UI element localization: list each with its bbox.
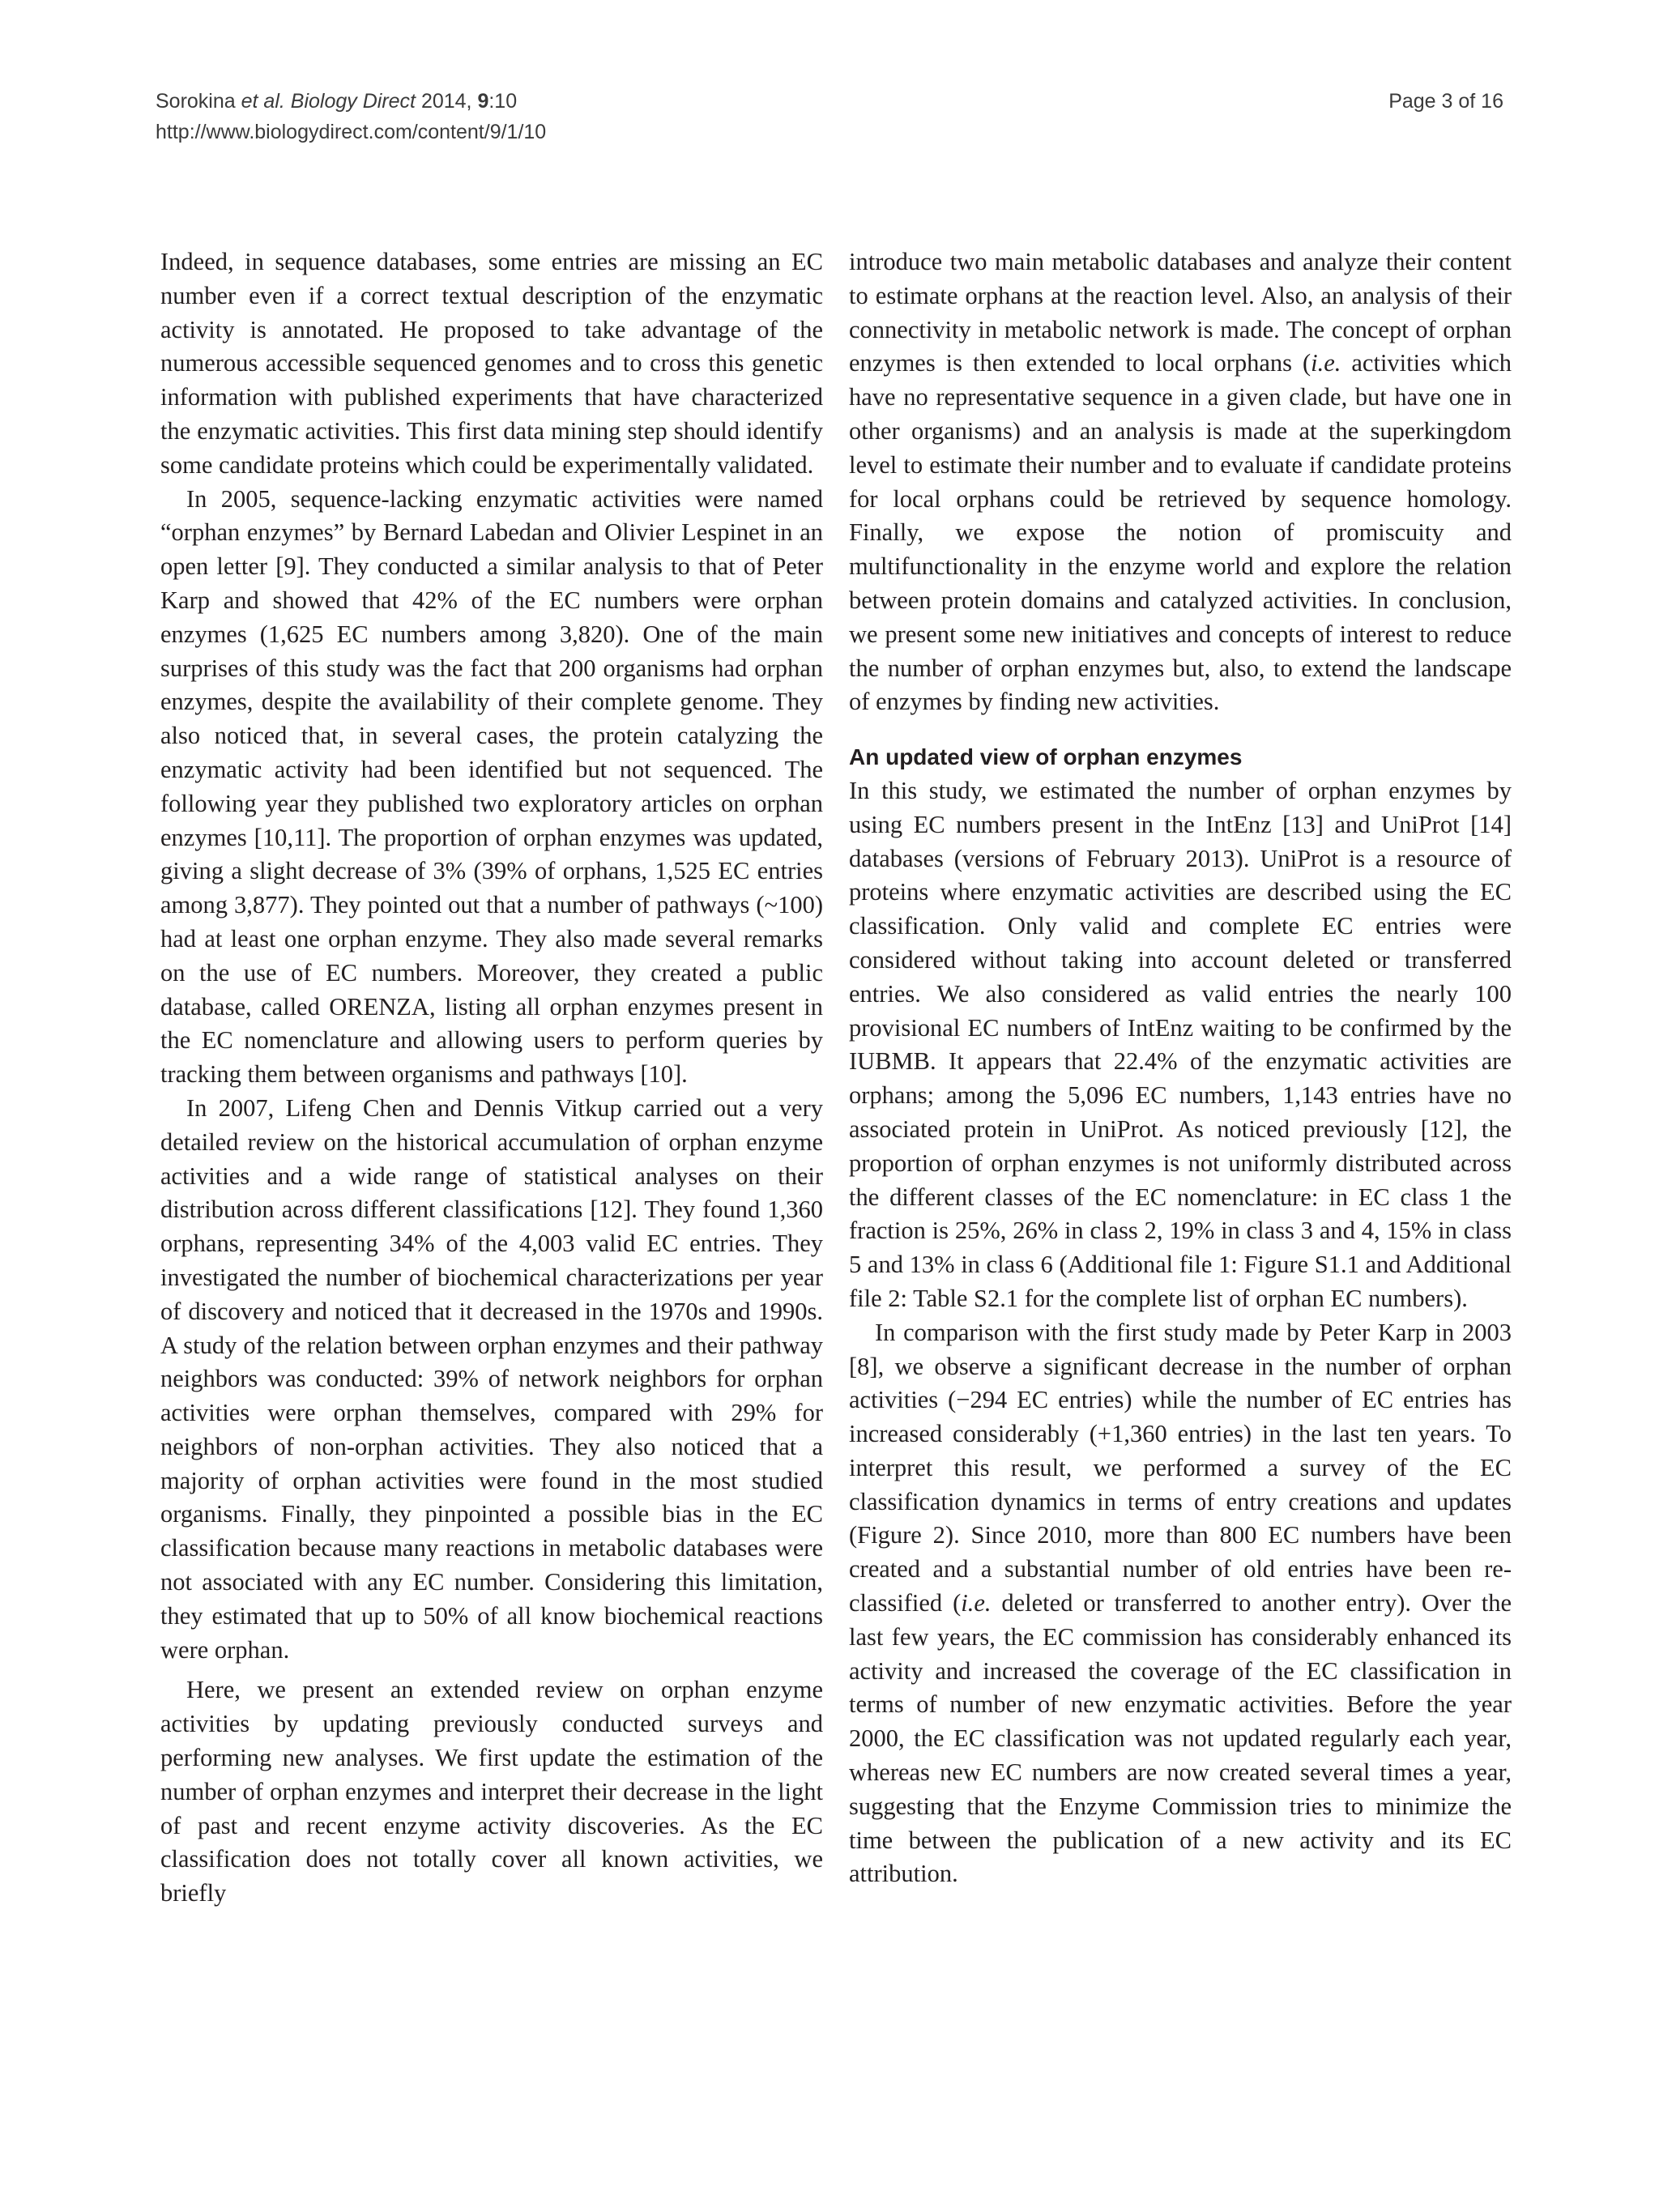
text-run: deleted or transferred to another entry). Over the last few years, the EC commission has considerably enhanced its activity and increased the coverage of the EC classification in terms of number of new enzymatic activities. Before the year 2000, the EC classification was not updated regularly each year, whereas new EC numbers are now created several times a year, suggesting that the Enzyme Commission tries to minimize the time between the publication of a new activity and its EC attribution. — [849, 1589, 1512, 1888]
paragraph — [849, 245, 1512, 719]
paragraph — [849, 1316, 1512, 1892]
paragraph: In 2005, sequence-lacking enzymatic activities were named “orphan enzymes” by Bernard Labedan and Olivier Lespinet in an open letter [9]. They conducted a similar analysis to that of Peter Karp and showed that 42% of the EC numbers were orphan enzymes (1,625 EC numbers among 3,820). One of the main surprises of this study was the fact that 200 organisms had orphan enzymes, despite the availability of their complete genome. They also noticed that, in several cases, the protein catalyzing the enzymatic activity had been identified but not sequenced. The following year they published two exploratory articles on orphan enzymes [10,11]. The proportion of orphan enzymes was updated, giving a slight decrease of 3% (39% of orphans, 1,525 EC entries among 3,877). They pointed out that a number of pathways (~100) had at least one orphan enzyme. They also made several remarks on the use of EC numbers. Moreover, they created a public database, called ORENZA, listing all orphan enzymes present in the EC nomenclature and allowing users to perform queries by tracking them between organisms and pathways [10]. — [160, 484, 823, 1089]
text-run: In comparison with the first study made by Peter Karp in 2003 [8], we observe a significant decrease in the number of orphan activities (−294 EC entries) while the number of EC entries has increased considerably (+1,360 entries) in the last ten years. To interpret this result, we performed a survey of the EC classification dynamics in terms of entry creations and updates (Figure 2). Since 2010, more than 800 EC numbers have been created and a substantial number of old entries have been re-classified ( — [849, 1318, 1512, 1617]
italic-run: i.e. — [1311, 349, 1341, 377]
paragraph: In 2007, Lifeng Chen and Dennis Vitkup carried out a very detailed review on the historical accumulation of orphan enzyme activities and a wide range of statistical analyses on their distribution across different classifications [12]. They found 1,360 orphans, representing 34% of the 4,003 valid EC entries. They investigated the number of biochemical characterizations per year of discovery and noticed that it decreased in the 1970s and 1990s. A study of the relation between orphan enzymes and their pathway neighbors was conducted: 39% of network neighbors for orphan activities were orphan themselves, compared with 29% for neighbors of non-orphan activities. They also noticed that a majority of orphan activities were found in the most studied organisms. Finally, they pinpointed a possible bias in the EC classification because many reactions in metabolic databases were not associated with any EC number. Considering this limitation, they estimated that up to 50% of all know biochemical reactions were orphan. — [160, 1093, 823, 1664]
running-header — [156, 86, 1503, 147]
citation-year: 2014, — [416, 90, 478, 113]
citation-journal: et al. Biology Direct — [241, 90, 416, 113]
citation-article: :10 — [488, 90, 518, 113]
citation-volume: 9 — [477, 90, 489, 113]
text-run: introduce two main metabolic databases and analyze their content to estimate orphans at the reaction level. Also, an analysis of their connectivity in metabolic network is made. The concept of orphan enzymes is then extended to local orphans ( — [849, 248, 1512, 377]
section-heading: An updated view of orphan enzymes — [849, 744, 1243, 770]
citation-author: Sorokina — [156, 90, 241, 113]
right-column — [849, 245, 1512, 1891]
text-run: activities which have no representative sequence in a given clade, but have one in other organisms) and an analysis is made at the superkingdom level to estimate their number and to evaluate if candidate proteins for local orphans could be retrieved by sequence homology. Finally, we expose the notion of promiscuity and multifunctionality in the enzyme world and explore the relation between protein domains and catalyzed activities. In conclusion, we present some new initiatives and concepts of interest to reduce the number of orphan enzymes but, also, to extend the landscape of enzymes by finding new activities. — [849, 349, 1512, 716]
paragraph: Here, we present an extended review on orphan enzyme activities by updating previously conducted surveys and performing new analyses. We first update the estimation of the number of orphan enzymes and interpret their decrease in the light of past and recent enzyme activity discoveries. As the EC classification does not totally cover all known activities, we briefly — [160, 1676, 823, 1907]
article-url[interactable]: http://www.biologydirect.com/content/9/1/10 — [156, 121, 547, 143]
left-column — [160, 245, 823, 1911]
paragraph: Indeed, in sequence databases, some entries are missing an EC number even if a correct textual description of the enzymatic activity is annotated. He proposed to take advantage of the numerous accessible sequenced genomes and to cross this genetic information with published experiments that have characterized the enzymatic activities. This first data mining step should identify some candidate proteins which could be experimentally validated. — [160, 248, 823, 479]
italic-run: i.e. — [961, 1589, 992, 1617]
paragraph: In this study, we estimated the number of orphan enzymes by using EC numbers present in the IntEnz [13] and UniProt [14] databases (versions of February 2013). UniProt is a resource of proteins where enzymatic activities are described using the EC classification. Only valid and complete EC entries were considered without taking into account deleted or transferred entries. We also considered as valid entries the nearly 100 provisional EC numbers of IntEnz waiting to be confirmed by the IUBMB. It appears that 22.4% of the enzymatic activities are orphans; among the 5,096 EC numbers, 1,143 entries have no associated protein in UniProt. As noticed previously [12], the proportion of orphan enzymes is not uniformly distributed across the different classes of the EC nomenclature: in EC class 1 the fraction is 25%, 26% in class 2, 19% in class 3 and 4, 15% in class 5 and 13% in class 6 (Additional file 1: Figure S1.1 and Additional file 2: Table S2.1 for the complete list of orphan EC numbers). — [849, 776, 1512, 1312]
citation — [156, 86, 1503, 117]
page-number: Page 3 of 16 — [1388, 90, 1503, 113]
